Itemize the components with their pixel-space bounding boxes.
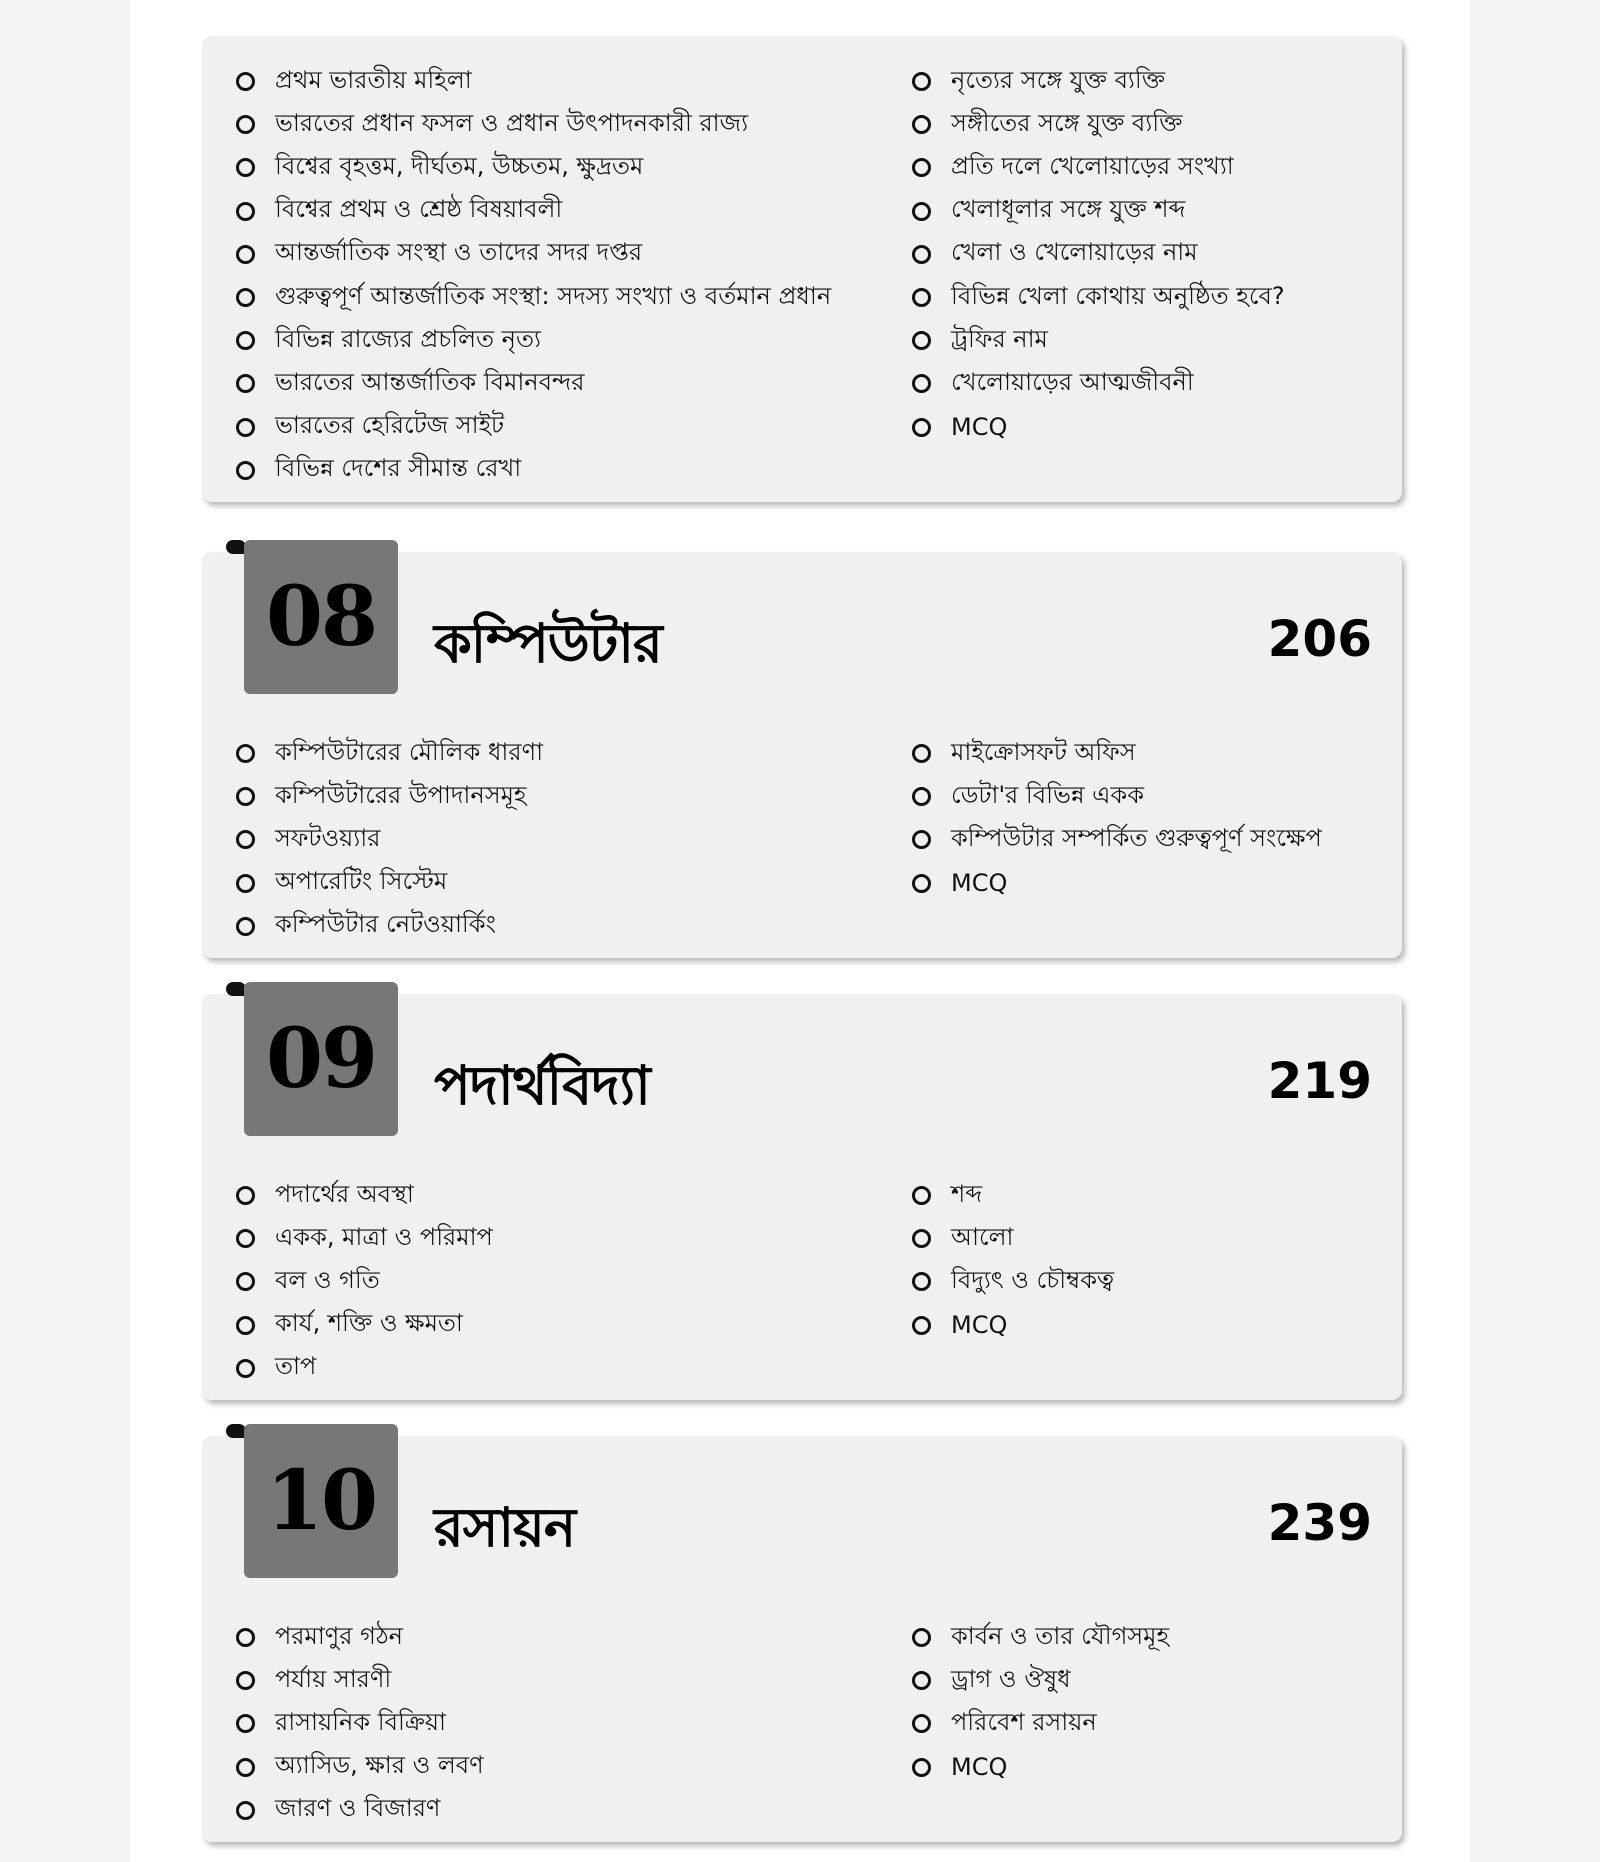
circle-bullet-icon xyxy=(236,288,255,307)
topic-item[interactable]: পদার্থের অবস্থা xyxy=(236,1174,912,1217)
topic-column-left xyxy=(236,60,912,492)
circle-bullet-icon xyxy=(912,744,931,763)
circle-bullet-icon xyxy=(236,245,255,264)
chapter-page-number: 206 xyxy=(1267,610,1372,668)
circle-bullet-icon xyxy=(912,72,931,91)
topic-item[interactable]: বিশ্বের বৃহত্তম, দীর্ঘতম, উচ্চতম, ক্ষুদ্রতম xyxy=(236,146,912,189)
topic-item[interactable]: শব্দ xyxy=(912,1174,1402,1217)
circle-bullet-icon xyxy=(912,1758,931,1777)
chapter-title[interactable]: পদার্থবিদ্যা xyxy=(434,1054,650,1117)
topic-item[interactable]: আলো xyxy=(912,1217,1402,1260)
circle-bullet-icon xyxy=(912,1186,931,1205)
topic-item[interactable]: আন্তর্জাতিক সংস্থা ও তাদের সদর দপ্তর xyxy=(236,233,912,276)
topic-list xyxy=(202,732,1402,948)
topic-item[interactable]: পর্যায় সারণী xyxy=(236,1659,912,1702)
chapter-page-number: 239 xyxy=(1267,1494,1372,1552)
circle-bullet-icon xyxy=(912,331,931,350)
circle-bullet-icon xyxy=(236,1758,255,1777)
chapter-number: 09 xyxy=(244,982,398,1136)
circle-bullet-icon xyxy=(236,1714,255,1733)
circle-bullet-icon xyxy=(236,115,255,134)
circle-bullet-icon xyxy=(912,1316,931,1335)
circle-bullet-icon xyxy=(912,1272,931,1291)
tab-curl-icon xyxy=(226,540,246,554)
topic-column-right xyxy=(912,60,1402,492)
topic-item[interactable]: কার্য, শক্তি ও ক্ষমতা xyxy=(236,1304,912,1347)
circle-bullet-icon xyxy=(912,874,931,893)
circle-bullet-icon xyxy=(236,374,255,393)
topic-item[interactable]: পরমাণুর গঠন xyxy=(236,1616,912,1659)
topic-item[interactable]: কম্পিউটার নেটওয়ার্কিং xyxy=(236,905,912,948)
topic-item[interactable]: গুরুত্বপূর্ণ আন্তর্জাতিক সংস্থা: সদস্য সংখ্যা ও বর্তমান প্রধান xyxy=(236,276,912,319)
chapter-header xyxy=(202,1436,1402,1616)
circle-bullet-icon xyxy=(236,1801,255,1820)
topic-item[interactable]: ড্রাগ ও ঔষুধ xyxy=(912,1659,1402,1702)
topic-item[interactable]: বিভিন্ন দেশের সীমান্ত রেখা xyxy=(236,449,912,492)
chapter-number: 10 xyxy=(244,1424,398,1578)
circle-bullet-icon xyxy=(912,418,931,437)
circle-bullet-icon xyxy=(236,1316,255,1335)
topic-item[interactable]: কার্বন ও তার যৌগসমূহ xyxy=(912,1616,1402,1659)
topic-item[interactable]: MCQ xyxy=(912,406,1402,449)
topic-list xyxy=(202,1174,1402,1390)
topic-item[interactable]: কম্পিউটারের মৌলিক ধারণা xyxy=(236,732,912,775)
circle-bullet-icon xyxy=(236,1229,255,1248)
circle-bullet-icon xyxy=(912,787,931,806)
topic-item[interactable]: খেলা ও খেলোয়াড়ের নাম xyxy=(912,233,1402,276)
circle-bullet-icon xyxy=(236,1628,255,1647)
circle-bullet-icon xyxy=(236,461,255,480)
topic-item[interactable]: বিশ্বের প্রথম ও শ্রেষ্ঠ বিষয়াবলী xyxy=(236,190,912,233)
chapter-card-chemistry xyxy=(202,1436,1402,1842)
chapter-page-number: 219 xyxy=(1267,1052,1372,1110)
topic-item[interactable]: প্রথম ভারতীয় মহিলা xyxy=(236,60,912,103)
circle-bullet-icon xyxy=(236,1186,255,1205)
topic-item[interactable]: নৃত্যের সঙ্গে যুক্ত ব্যক্তি xyxy=(912,60,1402,103)
circle-bullet-icon xyxy=(236,72,255,91)
tab-curl-icon xyxy=(226,1424,246,1438)
circle-bullet-icon xyxy=(912,1671,931,1690)
chapter-header xyxy=(202,994,1402,1174)
circle-bullet-icon xyxy=(236,1671,255,1690)
circle-bullet-icon xyxy=(236,331,255,350)
circle-bullet-icon xyxy=(236,874,255,893)
tab-curl-icon xyxy=(226,982,246,996)
topic-column-right xyxy=(912,1174,1402,1390)
circle-bullet-icon xyxy=(912,374,931,393)
circle-bullet-icon xyxy=(236,917,255,936)
chapter-title[interactable]: রসায়ন xyxy=(434,1496,576,1559)
topic-item[interactable]: অপারেটিং সিস্টেম xyxy=(236,862,912,905)
chapter-number: 08 xyxy=(244,540,398,694)
circle-bullet-icon xyxy=(236,158,255,177)
topic-list xyxy=(202,1616,1402,1832)
circle-bullet-icon xyxy=(912,115,931,134)
topic-item[interactable]: প্রতি দলে খেলোয়াড়ের সংখ্যা xyxy=(912,146,1402,189)
topic-item[interactable]: ভারতের প্রধান ফসল ও প্রধান উৎপাদনকারী রাজ্য xyxy=(236,103,912,146)
topic-item[interactable]: সফটওয়্যার xyxy=(236,818,912,861)
chapter-card-physics xyxy=(202,994,1402,1400)
topic-list xyxy=(202,36,1402,492)
topic-item[interactable]: তাপ xyxy=(236,1347,912,1390)
topic-column-left xyxy=(236,1616,912,1832)
circle-bullet-icon xyxy=(912,830,931,849)
circle-bullet-icon xyxy=(912,202,931,221)
circle-bullet-icon xyxy=(236,830,255,849)
topic-item[interactable]: ট্রফির নাম xyxy=(912,319,1402,362)
circle-bullet-icon xyxy=(912,1229,931,1248)
topic-item[interactable]: একক, মাত্রা ও পরিমাপ xyxy=(236,1217,912,1260)
circle-bullet-icon xyxy=(236,418,255,437)
topic-item[interactable]: MCQ xyxy=(912,862,1402,905)
circle-bullet-icon xyxy=(236,787,255,806)
chapter-title[interactable]: কম্পিউটার xyxy=(434,612,662,675)
topic-item[interactable]: বিভিন্ন খেলা কোথায় অনুষ্ঠিত হবে? xyxy=(912,276,1402,319)
circle-bullet-icon xyxy=(912,158,931,177)
topic-item[interactable]: ভারতের হেরিটেজ সাইট xyxy=(236,406,912,449)
circle-bullet-icon xyxy=(912,1628,931,1647)
topic-item[interactable]: মাইক্রোসফট অফিস xyxy=(912,732,1402,775)
topic-column-right xyxy=(912,732,1402,948)
topic-item[interactable]: MCQ xyxy=(912,1304,1402,1347)
toc-page xyxy=(130,0,1470,1862)
circle-bullet-icon xyxy=(236,744,255,763)
topic-item[interactable]: অ্যাসিড, ক্ষার ও লবণ xyxy=(236,1746,912,1789)
chapter-header xyxy=(202,552,1402,732)
topic-item[interactable]: ভারতের আন্তর্জাতিক বিমানবন্দর xyxy=(236,362,912,405)
topic-item[interactable]: খেলোয়াড়ের আত্মজীবনী xyxy=(912,362,1402,405)
topic-column-left xyxy=(236,732,912,948)
circle-bullet-icon xyxy=(236,202,255,221)
topic-item[interactable]: খেলাধূলার সঙ্গে যুক্ত শব্দ xyxy=(912,190,1402,233)
topic-item[interactable]: পরিবেশ রসায়ন xyxy=(912,1702,1402,1745)
chapter-card-computer xyxy=(202,552,1402,958)
topic-item[interactable]: জারণ ও বিজারণ xyxy=(236,1789,912,1832)
topic-item[interactable]: রাসায়নিক বিক্রিয়া xyxy=(236,1702,912,1745)
topic-item[interactable]: MCQ xyxy=(912,1746,1402,1789)
topic-item[interactable]: ডেটা'র বিভিন্ন একক xyxy=(912,775,1402,818)
toc-section-continued xyxy=(202,36,1402,502)
circle-bullet-icon xyxy=(912,1714,931,1733)
topic-column-left xyxy=(236,1174,912,1390)
topic-item[interactable]: বিভিন্ন রাজ্যের প্রচলিত নৃত্য xyxy=(236,319,912,362)
circle-bullet-icon xyxy=(236,1359,255,1378)
topic-item[interactable]: সঙ্গীতের সঙ্গে যুক্ত ব্যক্তি xyxy=(912,103,1402,146)
topic-item[interactable]: বিদ্যুৎ ও চৌম্বকত্ব xyxy=(912,1260,1402,1303)
topic-column-right xyxy=(912,1616,1402,1832)
topic-item[interactable]: কম্পিউটারের উপাদানসমূহ xyxy=(236,775,912,818)
topic-item[interactable]: কম্পিউটার সম্পর্কিত গুরুত্বপূর্ণ সংক্ষেপ xyxy=(912,818,1402,861)
circle-bullet-icon xyxy=(236,1272,255,1291)
topic-item[interactable]: বল ও গতি xyxy=(236,1260,912,1303)
circle-bullet-icon xyxy=(912,245,931,264)
circle-bullet-icon xyxy=(912,288,931,307)
